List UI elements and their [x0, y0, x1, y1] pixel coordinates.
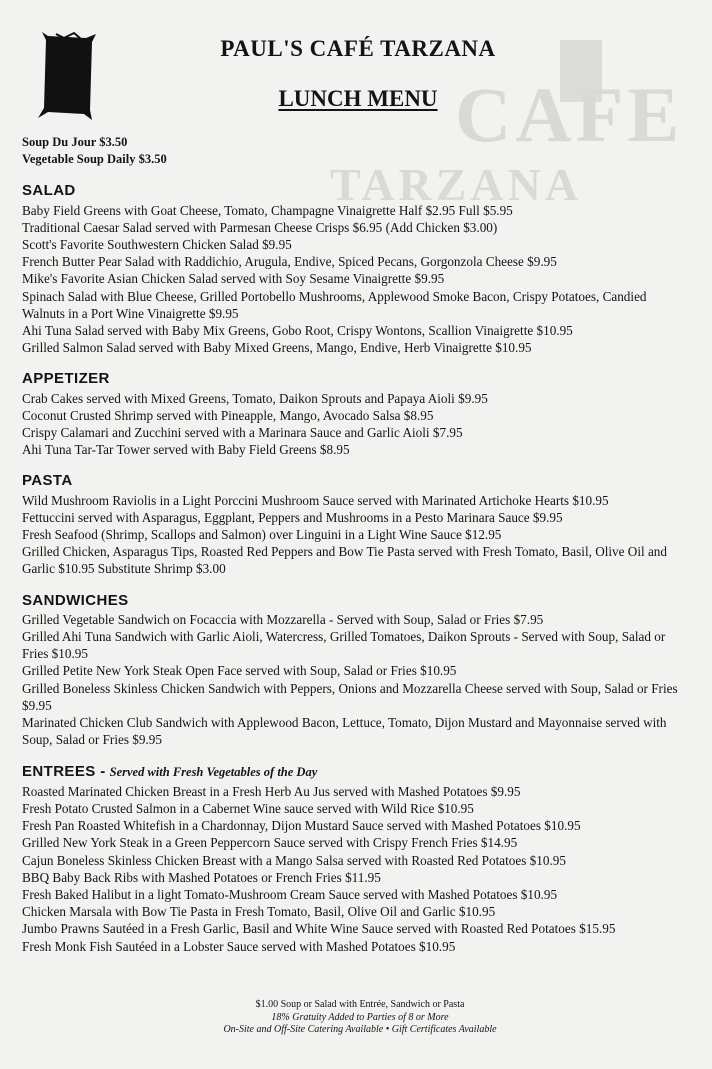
section-title-pasta: PASTA	[22, 472, 73, 490]
menu-subtitle: LUNCH MENU	[278, 86, 438, 111]
cafe-logo-icon	[34, 30, 98, 122]
menu-body	[22, 134, 692, 955]
entrees-note: Served with Fresh Vegetables of the Day	[109, 764, 318, 779]
menu-item: Grilled Salmon Salad served with Baby Mixed Greens, Mango, Endive, Herb Vinaigrette $10.95	[22, 340, 532, 356]
entrees-section	[22, 763, 692, 955]
menu-item: French Butter Pear Salad with Raddichio, Arugula, Endive, Spiced Pecans, Gorgonzola Cheese $9.95	[22, 254, 557, 270]
appetizer-section	[22, 370, 692, 458]
ghost-tarzana-text: TARZANA	[330, 159, 583, 210]
menu-item: Roasted Marinated Chicken Breast in a Fresh Herb Au Jus served with Mashed Potatoes $9.95	[22, 783, 521, 799]
menu-item: Cajun Boneless Skinless Chicken Breast with a Mango Salsa served with Roasted Red Potatoes $10.95	[22, 852, 566, 868]
menu-item: Fresh Potato Crusted Salmon in a Cabernet Wine sauce served with Wild Rice $10.95	[22, 800, 474, 816]
menu-item: Fresh Pan Roasted Whitefish in a Chardonnay, Dijon Mustard Sauce served with Mashed Potatoes $10.95	[22, 818, 581, 834]
page-title: PAUL'S CAFÉ TARZANA	[220, 36, 496, 61]
menu-item: Grilled New York Steak in a Green Peppercorn Sauce served with Crispy French Fries $14.95	[22, 835, 518, 851]
menu-item: Baby Field Greens with Goat Cheese, Tomato, Champagne Vinaigrette Half $2.95 Full $5.95	[22, 202, 513, 218]
menu-item: Grilled Petite New York Steak Open Face served with Soup, Salad or Fries $10.95	[22, 663, 457, 679]
menu-item: Traditional Caesar Salad served with Parmesan Cheese Crisps $6.95 (Add Chicken $3.00)	[22, 219, 498, 235]
menu-item: Ahi Tuna Tar-Tar Tower served with Baby Field Greens $8.95	[22, 442, 350, 458]
footer-line-1: $1.00 Soup or Salad with Entrée, Sandwich or Pasta	[255, 999, 465, 1010]
menu-item: Wild Mushroom Raviolis in a Light Porccini Mushroom Sauce served with Marinated Artichoke Hearts $10.95	[22, 492, 609, 508]
menu-item: Scott's Favorite Southwestern Chicken Salad $9.95	[22, 237, 292, 253]
section-title-entrees	[22, 763, 692, 781]
soup-item: Vegetable Soup Daily $3.50	[22, 152, 167, 167]
section-title-appetizer: APPETIZER	[22, 370, 110, 388]
entrees-title: ENTREES -	[22, 762, 106, 780]
menu-item: Fresh Seafood (Shrimp, Scallops and Salmon) over Linguini in a Light Wine Sauce $12.95	[22, 527, 502, 543]
menu-item: Grilled Vegetable Sandwich on Focaccia with Mozzarella - Served with Soup, Salad or Fries $7.95	[22, 611, 544, 627]
section-title-sandwiches: SANDWICHES	[22, 591, 129, 609]
menu-item: Grilled Chicken, Asparagus Tips, Roasted Red Peppers and Bow Tie Pasta served with Fresh Tomato, Basil, Olive Oil and Garlic $10.95 Substitute Shrimp $3.00	[22, 544, 667, 577]
menu-item: Jumbo Prawns Sautéed in a Fresh Garlic, Basil and White Wine Sauce served with Roasted Red Potatoes $15.95	[22, 921, 616, 937]
menu-item: Fresh Baked Halibut in a light Tomato-Mushroom Cream Sauce served with Mashed Potatoes $10.95	[22, 886, 558, 902]
sandwiches-section	[22, 592, 692, 749]
menu-item: Fettuccini served with Asparagus, Eggplant, Peppers and Mushrooms in a Pesto Marinara Sauce $9.95	[22, 509, 563, 525]
salad-section	[22, 182, 692, 356]
pasta-section	[22, 472, 692, 577]
soup-item: Soup Du Jour $3.50	[22, 135, 128, 149]
menu-item: Crispy Calamari and Zucchini served with a Marinara Sauce and Garlic Aioli $7.95	[22, 425, 463, 441]
menu-item: Crab Cakes served with Mixed Greens, Tomato, Daikon Sprouts and Papaya Aioli $9.95	[22, 390, 488, 406]
footer-line-2: 18% Gratuity Added to Parties of 8 or More	[271, 1011, 449, 1023]
footer-line-3: On-Site and Off-Site Catering Available • Gift Certificates Available	[223, 1024, 497, 1035]
menu-item: Fresh Monk Fish Sautéed in a Lobster Sauce served with Mashed Potatoes $10.95	[22, 938, 456, 954]
section-title-salad: SALAD	[22, 182, 76, 200]
menu-footer	[130, 999, 590, 1037]
menu-item: Ahi Tuna Salad served with Baby Mix Greens, Gobo Root, Crispy Wontons, Scallion Vinaigrette $10.95	[22, 323, 573, 339]
menu-item: Grilled Boneless Skinless Chicken Sandwich with Peppers, Onions and Mozzarella Cheese served with Soup, Salad or Fries $9.95	[22, 680, 678, 713]
menu-item: Chicken Marsala with Bow Tie Pasta in Fresh Tomato, Basil, Olive Oil and Garlic $10.95	[22, 904, 496, 920]
menu-item: Spinach Salad with Blue Cheese, Grilled Portobello Mushrooms, Applewood Smoke Bacon, Crispy Potatoes, Candied Walnuts in a Port Wine Vinaigrette $9.95	[22, 288, 647, 321]
ghost-cafe-text: CAFE	[455, 71, 684, 158]
soup-list	[22, 134, 692, 168]
menu-item: Coconut Crusted Shrimp served with Pineapple, Mango, Avocado Salsa $8.95	[22, 407, 434, 423]
menu-item: BBQ Baby Back Ribs with Mashed Potatoes or French Fries $11.95	[22, 869, 381, 885]
menu-item: Mike's Favorite Asian Chicken Salad served with Soy Sesame Vinaigrette $9.95	[22, 271, 445, 287]
menu-item: Grilled Ahi Tuna Sandwich with Garlic Aioli, Watercress, Grilled Tomatoes, Daikon Sprouts - Served with Soup, Salad or Fries $10.95	[22, 629, 666, 662]
menu-item: Marinated Chicken Club Sandwich with Applewood Bacon, Lettuce, Tomato, Dijon Mustard and Mayonnaise served with Soup, Salad or Fries $9.95	[22, 715, 667, 748]
